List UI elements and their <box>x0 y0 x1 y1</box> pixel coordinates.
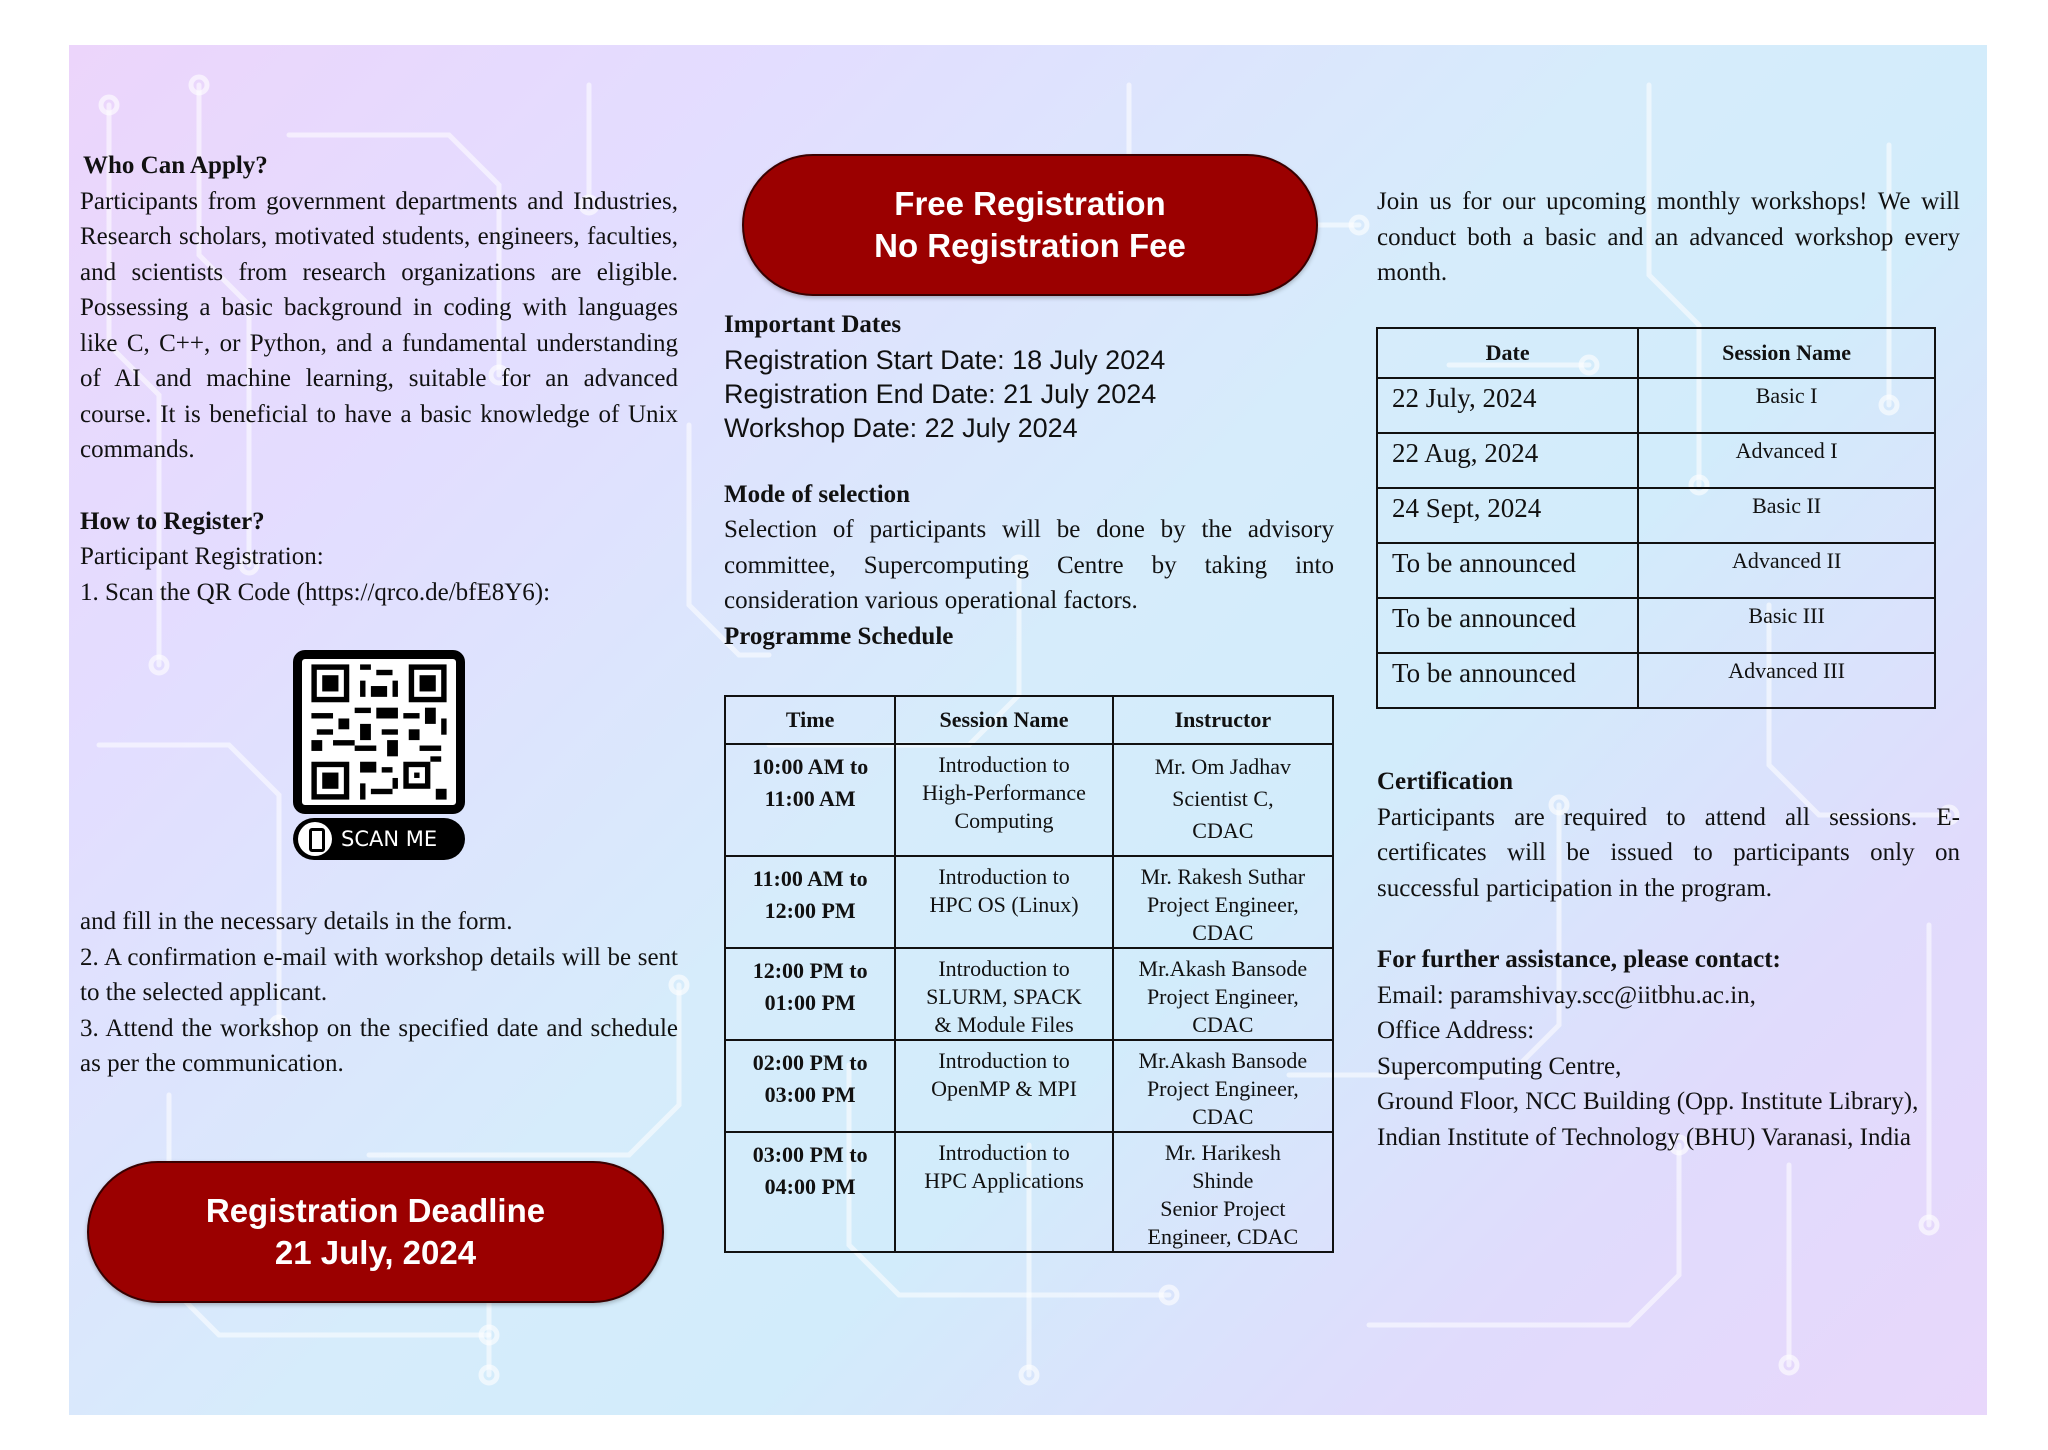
schedule-header-time: Time <box>725 696 895 744</box>
qr-code-pattern <box>302 659 456 805</box>
schedule-header-session: Session Name <box>895 696 1112 744</box>
registration-deadline-banner <box>87 1161 664 1303</box>
table-row <box>725 1040 1333 1132</box>
workshop-session-cell: Advanced III <box>1638 653 1935 708</box>
schedule-time-cell <box>725 1132 895 1252</box>
instructor-line: Mr. Om Jadhav <box>1154 754 1291 779</box>
workshop-date-cell: To be announced <box>1377 543 1638 598</box>
session-line: Introduction to <box>938 956 1070 981</box>
certification-text: Participants are required to attend all sessions. E-certificates will be issued to participants only on successful participation in the program. <box>1377 803 1960 902</box>
registration-start-date: Registration Start Date: 18 July 2024 <box>724 344 1166 375</box>
deadline-line-1: Registration Deadline <box>205 1192 546 1229</box>
table-row <box>1377 543 1935 598</box>
session-line: Introduction to <box>938 1048 1070 1073</box>
scan-me-label: SCAN ME <box>341 827 438 851</box>
table-row <box>725 856 1333 948</box>
workshop-date-cell: To be announced <box>1377 598 1638 653</box>
schedule-session-cell <box>895 856 1112 948</box>
instructor-line: Mr. Rakesh Suthar <box>1140 864 1306 889</box>
mode-of-selection-heading: Mode of selection <box>724 480 911 508</box>
session-line: Introduction to <box>938 752 1070 777</box>
free-registration-line-1: Free Registration <box>894 185 1166 222</box>
middle-column <box>724 307 1334 654</box>
session-line: SLURM, SPACK <box>926 984 1082 1009</box>
schedule-session-cell <box>895 1040 1112 1132</box>
instructor-line: CDAC <box>1192 920 1254 945</box>
step-2-text: 2. A confirmation e-mail with workshop details will be sent to the selected applicant. <box>80 943 678 1006</box>
workshop-session-cell: Advanced I <box>1638 433 1935 488</box>
session-line: Introduction to <box>938 864 1070 889</box>
time-line: 12:00 PM <box>764 898 856 923</box>
schedule-time-cell <box>725 856 895 948</box>
time-line: 01:00 PM <box>764 990 856 1015</box>
schedule-session-cell <box>895 1132 1112 1252</box>
table-row <box>1377 653 1935 708</box>
instructor-line: Scientist C, <box>1172 786 1274 811</box>
important-dates-heading: Important Dates <box>724 311 902 338</box>
instructor-line: CDAC <box>1192 818 1254 843</box>
instructor-line: Mr.Akash Bansode <box>1138 956 1308 981</box>
monthly-header-date: Date <box>1377 328 1638 378</box>
time-line: 03:00 PM <box>764 1082 856 1107</box>
workshop-date-cell: To be announced <box>1377 653 1638 708</box>
session-line: OpenMP & MPI <box>931 1076 1077 1101</box>
monthly-workshops-intro: Join us for our upcoming monthly workshops! We will conduct both a basic and an advanced workshop every month. <box>1377 188 1960 286</box>
session-line: High-Performance <box>922 780 1086 805</box>
scan-me-badge[interactable] <box>293 818 465 860</box>
contact-email: Email: paramshivay.scc@iitbhu.ac.in, <box>1377 981 1756 1009</box>
programme-schedule-heading: Programme Schedule <box>724 622 954 650</box>
time-line: 10:00 AM to <box>752 754 869 779</box>
session-line: & Module Files <box>934 1012 1074 1037</box>
step-3-text: 3. Attend the workshop on the specified date and schedule as per the communication. <box>80 1014 678 1077</box>
instructor-line: Engineer, CDAC <box>1147 1224 1299 1249</box>
address-line-3: Indian Institute of Technology (BHU) Varanasi, India <box>1377 1123 1912 1151</box>
address-line-1: Supercomputing Centre, <box>1377 1052 1622 1080</box>
right-column-lower <box>1377 764 1960 1155</box>
table-row <box>725 744 1333 856</box>
instructor-line: CDAC <box>1192 1012 1254 1037</box>
workshop-date-cell: 22 Aug, 2024 <box>1377 433 1638 488</box>
session-line: Introduction to <box>938 1140 1070 1165</box>
address-line-2: Ground Floor, NCC Building (Opp. Institute Library), <box>1377 1088 1919 1115</box>
instructor-line: Project Engineer, <box>1146 1076 1299 1101</box>
schedule-session-cell <box>895 948 1112 1040</box>
free-registration-line-2: No Registration Fee <box>874 227 1186 264</box>
workshop-date: Workshop Date: 22 July 2024 <box>724 412 1078 443</box>
contact-heading: For further assistance, please contact: <box>1377 946 1781 973</box>
table-row <box>725 948 1333 1040</box>
left-column-lower <box>80 904 678 1082</box>
schedule-instructor-cell <box>1113 1132 1333 1252</box>
workshop-date-cell: 22 July, 2024 <box>1377 378 1638 433</box>
participant-registration-label: Participant Registration: <box>80 543 324 570</box>
session-line: Computing <box>954 808 1054 833</box>
free-registration-banner <box>742 154 1318 296</box>
session-line: HPC Applications <box>924 1168 1084 1193</box>
programme-schedule-table <box>724 695 1334 1253</box>
schedule-instructor-cell <box>1113 948 1333 1040</box>
time-line: 12:00 PM to <box>752 958 868 983</box>
schedule-instructor-cell <box>1113 1040 1333 1132</box>
instructor-line: Shinde <box>1192 1168 1254 1193</box>
time-line: 04:00 PM <box>764 1174 856 1199</box>
instructor-line: Mr. Harikesh <box>1164 1140 1281 1165</box>
left-column <box>80 148 678 610</box>
schedule-session-cell <box>895 744 1112 856</box>
workshop-session-cell: Basic I <box>1638 378 1935 433</box>
who-can-apply-heading: Who Can Apply? <box>83 152 268 179</box>
table-row <box>1377 488 1935 543</box>
instructor-line: Project Engineer, <box>1146 892 1299 917</box>
registration-end-date: Registration End Date: 21 July 2024 <box>724 378 1157 409</box>
phone-icon <box>298 822 332 856</box>
instructor-line: Project Engineer, <box>1146 984 1299 1009</box>
deadline-line-2: 21 July, 2024 <box>274 1234 477 1271</box>
mode-of-selection-text: Selection of participants will be done by the advisory committee, Supercomputing Centre by taking into consideration various operational factors. <box>724 516 1334 614</box>
time-line: 11:00 AM <box>764 786 856 811</box>
step-1-text: 1. Scan the QR Code (https://qrco.de/bfE8Y6): <box>80 578 551 606</box>
instructor-line: Mr.Akash Bansode <box>1138 1048 1308 1073</box>
certification-heading: Certification <box>1377 768 1514 795</box>
schedule-header-instructor: Instructor <box>1113 696 1333 744</box>
qr-code[interactable] <box>293 650 465 814</box>
workshop-session-cell: Advanced II <box>1638 543 1935 598</box>
table-row <box>1377 378 1935 433</box>
schedule-instructor-cell <box>1113 856 1333 948</box>
how-to-register-heading: How to Register? <box>80 507 265 535</box>
instructor-line: Senior Project <box>1160 1196 1286 1221</box>
time-line: 02:00 PM to <box>752 1050 868 1075</box>
schedule-time-cell <box>725 1040 895 1132</box>
workshop-session-cell: Basic III <box>1638 598 1935 653</box>
monthly-header-row <box>1377 328 1935 378</box>
workshop-session-cell: Basic II <box>1638 488 1935 543</box>
instructor-line: CDAC <box>1192 1104 1254 1129</box>
schedule-header-row <box>725 696 1333 744</box>
table-row <box>1377 433 1935 488</box>
monthly-workshops-table <box>1376 327 1936 709</box>
right-column <box>1377 184 1960 291</box>
monthly-header-session: Session Name <box>1638 328 1935 378</box>
table-row <box>1377 598 1935 653</box>
who-can-apply-text: Participants from government departments and Industries, Research scholars, motivated students, engineers, faculties, and scientists from research organizations are eligible. Possessing a basic background in coding with languages like C, C++, or Python, and a fundamental understanding of AI and machine learning, suitable for an advanced course. It is beneficial to have a basic knowledge of Unix commands. <box>80 187 678 463</box>
schedule-time-cell <box>725 744 895 856</box>
time-line: 03:00 PM to <box>752 1142 868 1167</box>
session-line: HPC OS (Linux) <box>929 892 1079 917</box>
office-address-label: Office Address: <box>1377 1017 1535 1044</box>
schedule-instructor-cell <box>1113 744 1333 856</box>
table-row <box>725 1132 1333 1252</box>
time-line: 11:00 AM to <box>752 866 868 891</box>
fill-form-text: and fill in the necessary details in the form. <box>80 908 513 935</box>
workshop-date-cell: 24 Sept, 2024 <box>1377 488 1638 543</box>
schedule-time-cell <box>725 948 895 1040</box>
